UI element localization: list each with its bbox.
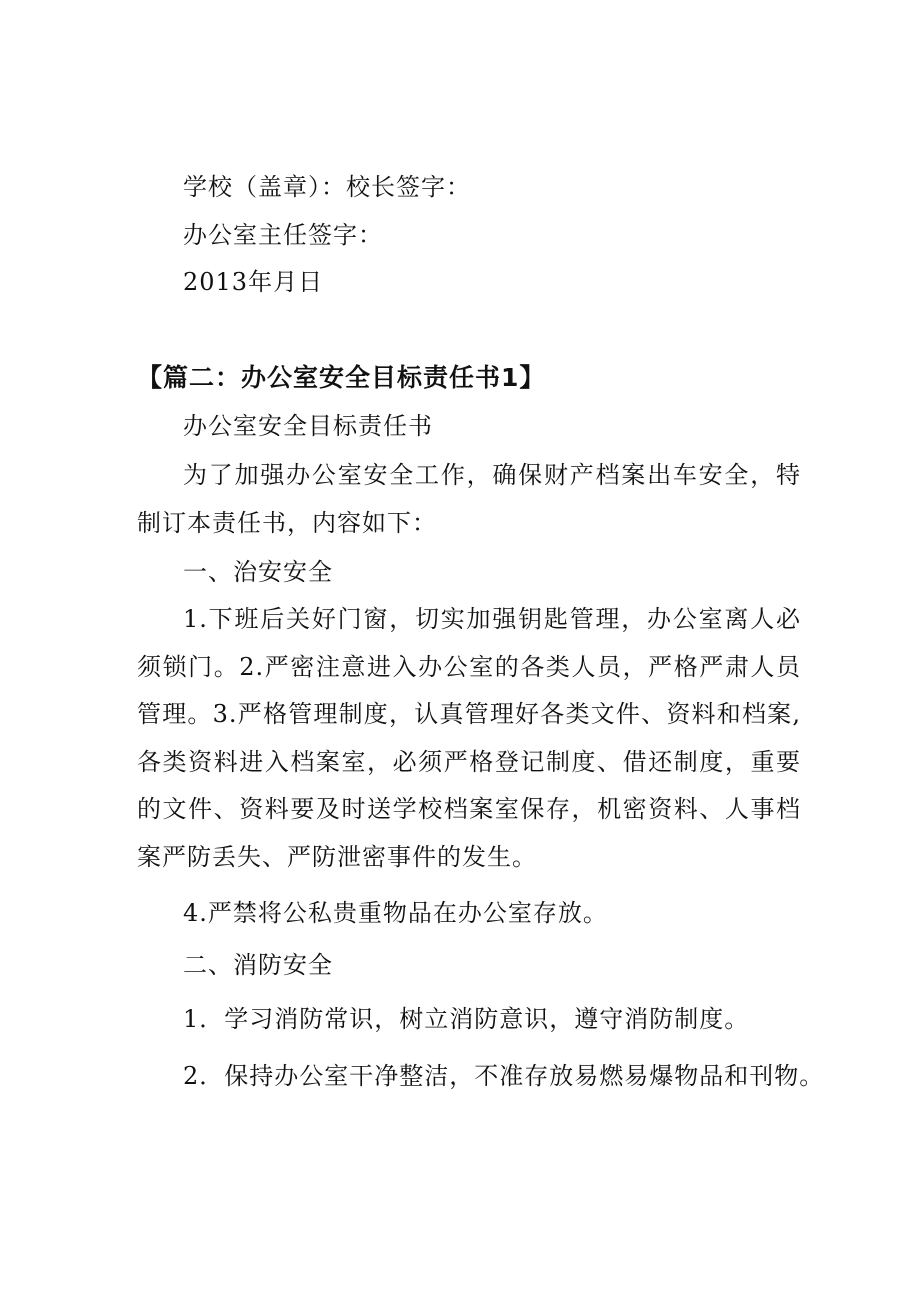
office-director-signature-line: 办公室主任签字： — [183, 221, 383, 249]
section-heading: 【篇二：办公室安全目标责任书1】 — [137, 363, 546, 392]
date-line: 2013年月日 — [183, 268, 324, 296]
document-title: 办公室安全目标责任书 — [183, 412, 433, 440]
part2-title: 二、消防安全 — [183, 951, 333, 979]
part1-item-4: 4.严禁将公私贵重物品在办公室存放。 — [183, 899, 608, 927]
part1-items-1-3-paragraph: 1.下班后关好门窗，切实加强钥匙管理，办公室离人必须锁门。2.严密注意进入办公室的各类人员，严格严肃人员管理。3.严格管理制度，认真管理好各类文件、资料和档案,各类资料进入档案室，必须严格登记制度、借还制度，重要的文件、资料要及时送学校档案室保存，机密资料、人事档案严防丢失、严防泄密事件的发生。 — [137, 605, 801, 871]
part2-item-2: 2．保持办公室干净整洁，不准存放易燃易爆物品和刊物。 — [183, 1062, 825, 1090]
part1-title: 一、治安安全 — [183, 558, 333, 586]
intro-paragraph: 为了加强办公室安全工作，确保财产档案出车安全，特制订本责任书，内容如下： — [137, 461, 801, 537]
school-seal-principal-signature-line: 学校（盖章）：校长签字： — [183, 173, 471, 201]
part2-item-1: 1．学习消防常识，树立消防意识，遵守消防制度。 — [183, 1005, 750, 1033]
